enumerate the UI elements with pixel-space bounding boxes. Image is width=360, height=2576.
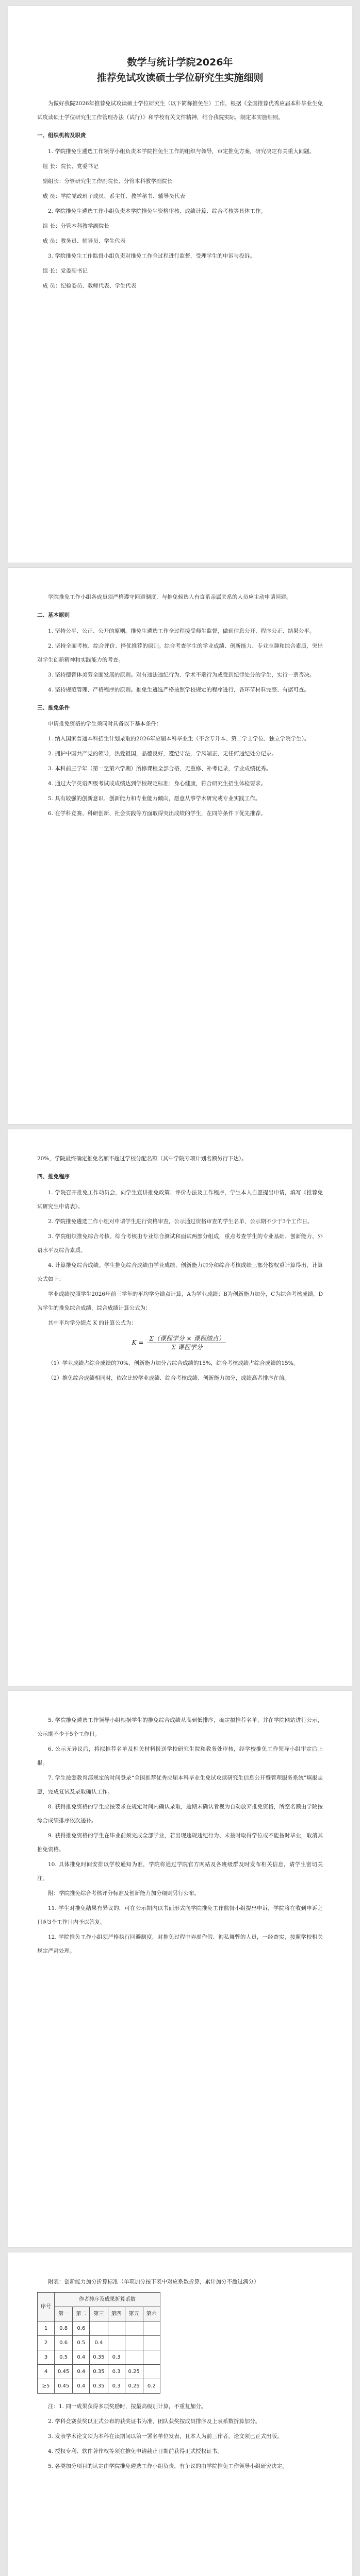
paragraph: 11. 学生对推免结果有异议的，可在公示期内以书面形式向学院推免工作监督小组提出申诉，学院将在收到申诉之日起3个工作日内予以答复。 — [37, 1905, 323, 1925]
document-page-1 — [8, 6, 352, 563]
paragraph: 2. 拥护中国共产党的领导，热爱祖国，品德良好，遵纪守法，学风端正，无任何违纪处分记录。 — [48, 751, 277, 757]
table-cell: 0.5 — [55, 2350, 73, 2365]
paragraph: 6. 公示无异议后，将拟推荐名单及相关材料报送学校研究生院和教务处审核，经学校推免工作领导小组审定后上报。 — [37, 1746, 323, 1766]
paragraph: （1）学业成绩占综合成绩的70%，创新能力加分占综合成绩的15%，综合考核成绩占综合成绩的15%。 — [48, 1360, 299, 1366]
paragraph: 组 长：分管本科教学副院长 — [42, 223, 109, 229]
paragraph: 1. 坚持公平、公正、公开的原则。推免生遴选工作全过程接受师生监督，做到信息公开、程序公正、结果公平。 — [48, 628, 315, 634]
table-cell: 0.35 — [90, 2379, 108, 2394]
paragraph: 8. 获得推免资格的学生应按要求在规定时间内确认录取，逾期未确认者视为自动放弃推免资格，所空名额由学院按综合成绩排序依次递补。 — [37, 1804, 323, 1824]
table-cell: 0.25 — [125, 2379, 143, 2394]
table-row — [38, 2321, 160, 2336]
table-row — [38, 2350, 160, 2365]
table-cell: 0.2 — [143, 2379, 160, 2394]
formula-denominator: Σ 课程学分 — [171, 1344, 203, 1351]
table-header-cell: 序号 — [38, 2293, 55, 2321]
intro-paragraph: 为做好我院2026年推荐免试攻读硕士学位研究生（以下简称推免生）工作，根据《全国推荐优秀应届本科毕业生免试攻读硕士学位研究生工作管理办法（试行）》和学校有关文件精神，结合我院实际，制定本实施细则。 — [37, 100, 323, 121]
paragraph: 组 长：院长、党委书记 — [42, 163, 99, 170]
paragraph: 4. 坚持规范管理、严格程序的原则。推免生遴选严格按照学校规定的程序进行，各环节材料完整、有据可查。 — [48, 687, 309, 693]
paragraph: 其中平均学分绩点 K 的计算公式为： — [48, 1320, 137, 1326]
document-page-3 — [8, 1129, 352, 1686]
table-cell — [143, 2321, 160, 2336]
formula-numerator: Σ（课程学分 × 课程绩点） — [148, 1334, 226, 1343]
paragraph: 3. 本科前三学年（第一至第六学期）所修课程全部合格，无重修、补考记录，学业成绩优秀。 — [48, 766, 272, 772]
table-header-cell: 第三 — [90, 2307, 108, 2321]
paragraph: 1. 学院召开推免工作动员会，向学生宣讲推免政策、评价办法及工作程序，学生本人自愿提出申请，填写《推荐免试研究生申请表》。 — [37, 1190, 323, 1210]
table-cell: 0.5 — [73, 2336, 90, 2350]
paragraph: 7. 学生按照教育部规定的时间登录“全国推荐优秀应届本科毕业生免试攻读研究生信息公开暨管理服务系统”填报志愿，完成复试及录取确认工作。 — [37, 1775, 323, 1795]
table-cell: 3 — [38, 2350, 55, 2365]
table-header-cell: 第二 — [73, 2307, 90, 2321]
paragraph: 学院推免工作小组各成员须严格遵守回避制度，与推免候选人有直系亲属关系的人员应主动申请回避。 — [48, 594, 292, 600]
paragraph: 附表：创新能力加分折算标准（单项加分按下表中对应系数折算，累计加分不超过满分） — [48, 2279, 259, 2285]
table-cell — [125, 2321, 143, 2336]
paragraph: 9. 获得推免资格的学生在毕业前须完成全部学业，若出现违规违纪行为、未按时取得学位或不能按时毕业，取消其推免资格。 — [37, 1833, 323, 1853]
table-cell — [108, 2336, 125, 2350]
table-cell: 0.3 — [108, 2365, 125, 2379]
formula-left: K = — [132, 1339, 144, 1346]
table-cell: 0.4 — [73, 2365, 90, 2379]
paragraph: 1. 纳入国家普通本科招生计划录取的2026年应届本科毕业生（不含专升本、第二学士学位、独立学院学生）。 — [48, 736, 310, 742]
gpa-formula — [37, 1334, 323, 1351]
section-heading-4: 四、推免程序 — [37, 1174, 70, 1180]
table-cell: 0.6 — [73, 2321, 90, 2336]
title-line-1: 数学与统计学院2026年 — [127, 57, 233, 68]
table-cell — [143, 2336, 160, 2350]
coefficient-table — [37, 2292, 160, 2394]
table-cell — [108, 2321, 125, 2336]
paragraph: 2. 学院推免生遴选工作小组负责本学院推免生资格审核、成绩计算、综合考核等具体工作。 — [48, 208, 266, 214]
section-heading-3: 三、推免条件 — [37, 705, 70, 711]
paragraph: 2. 坚持全面考核、综合评价、择优推荐的原则。综合考查学生的学业成绩、创新能力、专业志趣和综合素质，突出对学生创新精神和实践能力的考查。 — [37, 643, 323, 663]
paragraph: 20%，学院最终确定推免名额不超过学校分配名额（其中学院专项计划名额另行下达）。 — [37, 1156, 247, 1162]
paragraph: 3. 发表学术论文须为本科在读期间以第一署名单位发表，且本人为前三作者，论文须已正式出版。 — [48, 2433, 283, 2439]
paragraph: 4. 授权专利、软件著作权等须在推免申请截止日期前获得正式授权证书。 — [48, 2448, 223, 2454]
table-cell: 0.45 — [55, 2379, 73, 2394]
table-cell — [125, 2336, 143, 2350]
paragraph: 4. 通过大学英语四级考试或成绩达到学校规定标准；身心健康，符合研究生招生体检要求。 — [48, 781, 266, 787]
paragraph: 成 员：纪检委员、教师代表、学生代表 — [42, 283, 137, 289]
table-cell — [143, 2365, 160, 2379]
paragraph: 组 长：党委副书记 — [42, 268, 88, 274]
table-cell: 0.4 — [90, 2336, 108, 2350]
paragraph: 4. 计算推免综合成绩。学生推免综合成绩由学业成绩、创新能力加分和综合考核成绩三部分按权重计算得出，计算公式如下： — [37, 1262, 323, 1282]
table-row — [38, 2336, 160, 2350]
table-cell — [125, 2350, 143, 2365]
paragraph: 12. 学院推免工作小组须严格执行回避制度，对推免过程中弄虚作假、徇私舞弊的人员，一经查实，按照学校相关规定严肃处理。 — [37, 1934, 323, 1954]
document-page-5 — [8, 2252, 352, 2576]
document-title — [37, 55, 323, 86]
paragraph: 注：1. 同一成果获得多项奖励时，按最高级别计算，不重复加分。 — [48, 2403, 207, 2410]
paragraph: 5. 学院推免遴选工作领导小组根据学生的推免综合成绩从高到低排序，确定拟推荐名单，并在学院网站进行公示，公示期不少于5个工作日。 — [37, 1717, 323, 1737]
paragraph: 副组长：分管研究生工作副院长、分管本科教学副院长 — [42, 178, 173, 184]
document-page-2 — [8, 568, 352, 1124]
table-cell: 0.4 — [73, 2379, 90, 2394]
paragraph: 2. 学科竞赛获奖以正式公布的获奖证书为准，团队获奖按成员排序及上表系数折算加分。 — [48, 2418, 261, 2425]
table-cell: 0.45 — [55, 2365, 73, 2379]
table-title-cell: 作者排序及成果折算系数 — [55, 2293, 160, 2307]
table-cell — [143, 2350, 160, 2365]
paragraph: 5. 各类加分项目的认定由学院推免遴选工作小组负责，有争议的由学院推免工作领导小组研究决定。 — [48, 2463, 288, 2469]
paragraph: 成 员：学院党政班子成员、系主任、教学秘书、辅导员代表 — [42, 193, 185, 199]
table-cell: 0.25 — [125, 2365, 143, 2379]
table-cell: 4 — [38, 2365, 55, 2379]
paragraph: 3. 坚持德智体美劳全面发展的原则。对有违法违纪行为、学术不端行为或受到纪律处分的学生，实行一票否决。 — [48, 672, 315, 678]
paragraph: 学业成绩按照学生2026年前三学年的平均学分绩点计算，A为学业成绩；B为创新能力加分，C为综合考核成绩，D为学生的推免综合成绩，综合成绩计算公式为： — [37, 1291, 323, 1311]
table-cell: 1 — [38, 2321, 55, 2336]
table-cell: 0.8 — [55, 2321, 73, 2336]
table-row — [38, 2379, 160, 2394]
paragraph: 2. 学院推免遴选工作小组对申请学生进行资格审查，公示通过资格审查的学生名单，公示期不少于3个工作日。 — [48, 1218, 313, 1225]
table-cell: 0.3 — [108, 2350, 125, 2365]
section-heading-1: 一、组织机构及职责 — [37, 132, 86, 139]
document-page-4 — [8, 1691, 352, 2247]
paragraph: 附：学院推免综合考核评分标准及创新能力加分细则另行公布。 — [48, 1890, 200, 1896]
table-row — [38, 2365, 160, 2379]
table-cell: 0.4 — [73, 2350, 90, 2365]
paragraph: 5. 具有较强的创新意识、创新能力和专业能力倾向，愿意从事学术研究或专业实践工作。 — [48, 795, 261, 802]
paragraph: 6. 在学科竞赛、科研创新、社会实践等方面取得突出成绩的学生，在同等条件下优先推荐。 — [48, 810, 266, 817]
table-cell: 0.6 — [55, 2336, 73, 2350]
paragraph: 申请推免资格的学生须同时具备以下基本条件： — [48, 721, 162, 727]
table-cell: 0.35 — [90, 2350, 108, 2365]
table-cell — [90, 2321, 108, 2336]
table-cell: 2 — [38, 2336, 55, 2350]
table-cell: ≥5 — [38, 2379, 55, 2394]
title-line-2: 推荐免试攻读硕士学位研究生实施细则 — [96, 72, 264, 83]
paragraph: 3. 学院推免生工作监督小组负责对推免工作全过程进行监督，受理学生的申诉与投诉。 — [48, 253, 255, 259]
paragraph: 10. 具体推免时间安排以学校通知为准，学院将通过学院官方网站及各班级群及时发布相关信息，请学生密切关注。 — [37, 1861, 323, 1882]
table-header-cell: 第六 — [143, 2307, 160, 2321]
table-header-cell: 第五 — [125, 2307, 143, 2321]
section-heading-2: 二、基本原则 — [37, 612, 70, 618]
table-header-cell: 第一 — [55, 2307, 73, 2321]
table-cell: 0.3 — [108, 2379, 125, 2394]
paragraph: （2）推免综合成绩相同时，依次比较学业成绩、综合考核成绩、创新能力加分，成绩高者排序在前。 — [48, 1375, 290, 1381]
table-cell: 0.35 — [90, 2365, 108, 2379]
paragraph: 3. 学院组织推免综合考核。综合考核由专业综合测试和面试两部分组成，重点考查学生的专业基础、创新能力、外语水平及综合素质。 — [37, 1233, 323, 1253]
paragraph: 成 员：教务员、辅导员、学生代表 — [42, 238, 126, 244]
paragraph: 1. 学院推免生遴选工作领导小组负责本学院推免生工作的组织与领导，审定推免方案，研究决定有关重大问题。 — [48, 148, 315, 155]
formula-fraction — [148, 1334, 226, 1351]
table-header-cell: 第四 — [108, 2307, 125, 2321]
